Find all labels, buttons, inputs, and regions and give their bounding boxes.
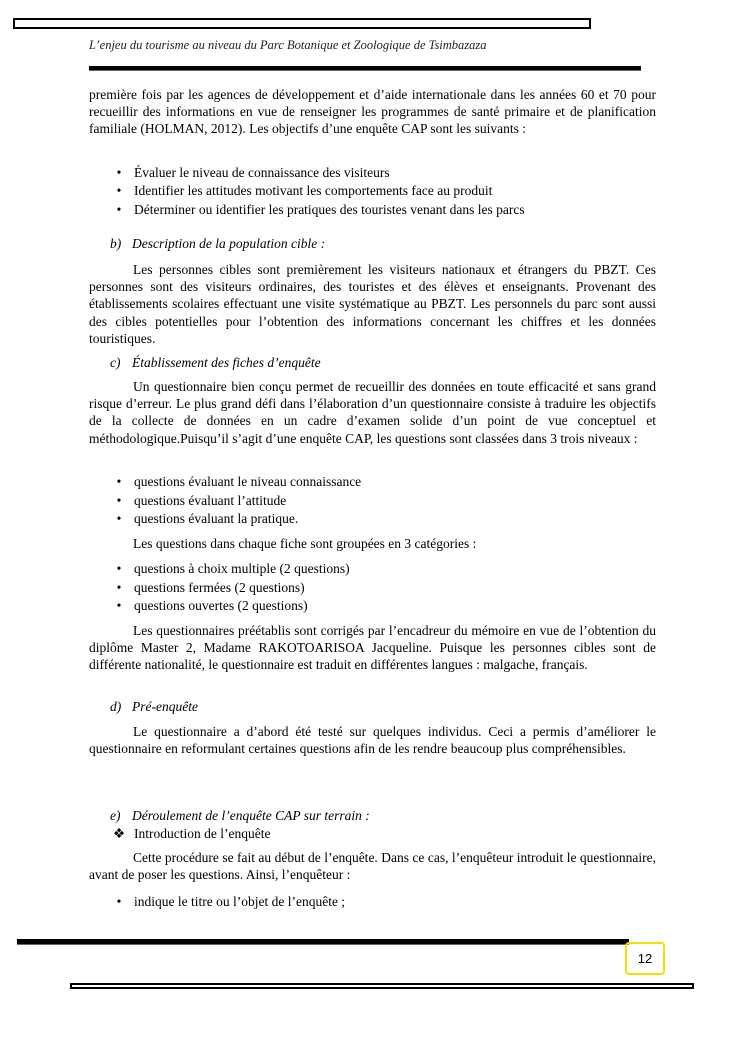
intro-item-text: Introduction de l’enquête <box>134 826 271 841</box>
running-header: L’enjeu du tourisme au niveau du Parc Botanique et Zoologique de Tsimbazaza <box>89 38 487 52</box>
bullet-icon: • <box>116 202 122 217</box>
categories-intro: Les questions dans chaque fiche sont groupées en 3 catégories : <box>133 536 477 551</box>
category-text: questions ouvertes (2 questions) <box>134 598 308 613</box>
bullet-icon: • <box>116 598 122 613</box>
correction-paragraph: Les questionnaires préétablis sont corrigés par l’encadreur du mémoire en vue de l’obtention du diplôme Master 2, Madame RAKOTOARISOA Jacqueline. Puisque les personnes cibles sont de différente nationalité, le questionnaire est traduit en différentes langues : malgache, français. <box>89 623 656 673</box>
page-number: 12 <box>625 942 665 975</box>
objective-text: Évaluer le niveau de connaissance des visiteurs <box>134 165 390 180</box>
level-text: questions évaluant la pratique. <box>134 511 299 526</box>
diamond-bullet-icon: ❖ <box>112 826 126 841</box>
section-d-title: Pré-enquête <box>132 699 198 714</box>
bullet-icon: • <box>116 561 122 576</box>
bullet-icon: • <box>116 894 122 909</box>
section-d-label: d) <box>110 699 122 714</box>
section-e-label: e) <box>110 808 121 823</box>
footer-rule-lower <box>70 983 694 989</box>
last-item-text: indique le titre ou l’objet de l’enquête ; <box>134 894 346 909</box>
section-d-paragraph: Le questionnaire a d’abord été testé sur quelques individus. Ceci a permis d’améliorer le questionnaire en reformulant certaines questions afin de les rendre beaucoup plus compréhensibles. <box>89 724 656 757</box>
section-c-title: Établissement des fiches d’enquête <box>132 355 321 370</box>
objective-text: Identifier les attitudes motivant les comportements face au produit <box>134 183 493 198</box>
section-b-label: b) <box>110 236 122 251</box>
header-top-border <box>13 18 591 29</box>
section-c-paragraph: Un questionnaire bien conçu permet de recueillir des données en toute efficacité et sans grand risque d’erreur. Le plus grand défi dans l’élaboration d’un questionnaire consiste à traduire les objectifs de la collecte de données en un cadre d’examen solide d’un point de vue conceptuel et méthodologique.Puisqu’il s’agit d’une enquête CAP, les questions sont classées dans 3 trois niveaux : <box>89 379 656 446</box>
level-text: questions évaluant le niveau connaissance <box>134 474 362 489</box>
section-e-title: Déroulement de l’enquête CAP sur terrain : <box>132 808 370 823</box>
intro-paragraph: première fois par les agences de développement et d’aide internationale dans les années 60 et 70 pour recueillir des informations en vue de renseigner les programmes de santé primaire et de planification familiale (HOLMAN, 2012). Les objectifs d’une enquête CAP sont les suivants : <box>89 87 656 137</box>
bullet-icon: • <box>116 474 122 489</box>
bullet-icon: • <box>116 183 122 198</box>
footer-rule-upper <box>17 939 629 945</box>
section-b-paragraph: Les personnes cibles sont premièrement les visiteurs nationaux et étrangers du PBZT. Ces personnes sont des visiteurs ordinaires, des touristes et des élèves et enseignants. Provenant des établissements scolaires effectuant une visite systématique au PBZT. Les personnels du parc sont aussi des cibles potentielles pour l’obtention des informations concernant les chiffres et les données touristiques. <box>89 262 656 346</box>
bullet-icon: • <box>116 165 122 180</box>
header-rule <box>89 66 641 71</box>
bullet-icon: • <box>116 511 122 526</box>
bullet-icon: • <box>116 580 122 595</box>
section-b-title: Description de la population cible : <box>132 236 326 251</box>
level-text: questions évaluant l’attitude <box>134 493 287 508</box>
section-c-label: c) <box>110 355 121 370</box>
category-text: questions fermées (2 questions) <box>134 580 305 595</box>
bullet-icon: • <box>116 493 122 508</box>
objective-text: Déterminer ou identifier les pratiques des touristes venant dans les parcs <box>134 202 525 217</box>
category-text: questions à choix multiple (2 questions) <box>134 561 350 576</box>
procedure-paragraph: Cette procédure se fait au début de l’enquête. Dans ce cas, l’enquêteur introduit le questionnaire, avant de poser les questions. Ainsi, l’enquêteur : <box>89 850 656 883</box>
